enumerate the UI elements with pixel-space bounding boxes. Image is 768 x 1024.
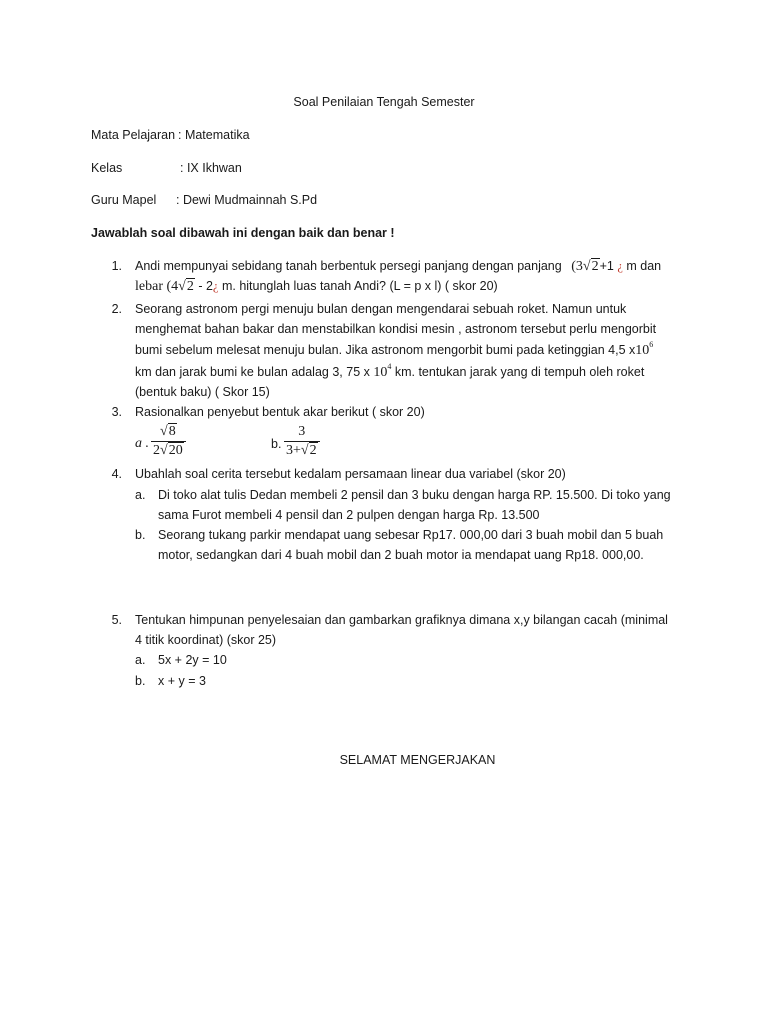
q3-b-fraction — [284, 424, 320, 459]
q3-a-label: a . — [135, 436, 149, 451]
question-5-number: 5. — [111, 613, 122, 627]
power-of-ten: $10^4$ — [373, 362, 392, 380]
class-value: : IX Ikhwan — [180, 161, 242, 175]
document-title: Soal Penilaian Tengah Semester — [293, 95, 475, 109]
question-2-number: 2. — [111, 302, 122, 316]
question-5-line-2: 4 titik koordinat) (skor 25) — [135, 633, 277, 647]
closing-text: SELAMAT MENGERJAKAN — [339, 753, 496, 767]
q4-a-line-2: sama Furot membeli 4 pensil dan 2 pulpen dengan harga Rp. 13.500 — [158, 508, 540, 522]
sqrt-symbol: √2 — [178, 279, 194, 294]
sqrt-symbol: √20 — [160, 443, 183, 458]
question-3-line-1: Rasionalkan penyebut bentuk akar berikut ( skor 20) — [135, 405, 425, 419]
q3-a-fraction — [151, 424, 186, 459]
question-2-line-3: bumi sebelum melesat menuju bulan. Jika astronom mengorbit bumi pada ketinggian 4,5 $x10^6$ — [135, 340, 654, 358]
question-1-line-1: Andi mempunyai sebidang tanah berbentuk persegi panjang dengan panjang (3√2+1 ¿ m dan — [135, 259, 662, 274]
q4-a-line-1: Di toko alat tulis Dedan membeli 2 pensil dan 3 buku dengan harga RP. 15.500. Di toko yang — [158, 488, 671, 502]
sqrt-symbol: √2 — [300, 443, 317, 458]
q5-a-letter: a. — [135, 653, 146, 667]
power-of-ten: $10^6$ — [635, 340, 654, 358]
sqrt-symbol: √2 — [582, 259, 599, 274]
fraction-denominator: 3+√2 — [286, 443, 317, 458]
question-4-line-1: Ubahlah soal cerita tersebut kedalam persamaan linear dua variabel (skor 20) — [135, 467, 566, 481]
question-2-line-1: Seorang astronom pergi menuju bulan dengan mengendarai sebuah roket. Namun untuk — [135, 302, 627, 316]
sqrt-symbol: √8 — [160, 424, 176, 439]
subject-value: : Matematika — [178, 128, 250, 142]
question-2-line-2: menghemat bahan bakar dan menstabilkan kondisi mesin , astronom tersebut perlu mengorbit — [135, 322, 657, 336]
question-1-number: 1. — [111, 259, 122, 273]
fraction-denominator: 2√20 — [153, 443, 183, 458]
subject-label: Mata Pelajaran — [91, 128, 176, 142]
q1-length-expression: (3√2 — [571, 259, 599, 274]
q5-b-letter: b. — [135, 674, 146, 688]
q4-b-letter: b. — [135, 528, 146, 542]
instruction-text: Jawablah soal dibawah ini dengan baik dan benar ! — [91, 226, 395, 240]
question-1-line-2: lebar (4√2 - 2¿ m. hitunglah luas tanah Andi? (L = p x l) ( skor 20) — [135, 279, 498, 294]
q4-b-line-2: motor, sedangkan dari 4 buah mobil dan 2 buah motor ia mendapat uang Rp18. 000,00. — [158, 548, 644, 562]
q4-a-letter: a. — [135, 488, 146, 502]
question-2-line-5: (bentuk baku) ( Skor 15) — [135, 385, 270, 399]
question-2-line-4: km dan jarak bumi ke bulan adalag 3, 75 x $10^4$ km. tentukan jarak yang di tempuh oleh roket — [135, 362, 645, 380]
q5-b-equation: x + y = 3 — [158, 674, 206, 688]
fraction-numerator: 3 — [298, 424, 306, 439]
question-5-line-1: Tentukan himpunan penyelesaian dan gambarkan grafiknya dimana x,y bilangan cacah (minimal — [135, 613, 668, 627]
class-label: Kelas — [91, 161, 123, 175]
q5-a-equation: 5x + 2y = 10 — [158, 653, 227, 667]
q3-b-label: b. — [271, 437, 282, 451]
teacher-value: : Dewi Mudmainnah S.Pd — [176, 193, 318, 207]
q4-b-line-1: Seorang tukang parkir mendapat uang sebesar Rp17. 000,00 dari 3 buah mobil dan 5 buah — [158, 528, 664, 542]
fraction-numerator — [158, 424, 179, 441]
question-4-number: 4. — [111, 467, 122, 481]
teacher-label: Guru Mapel — [91, 193, 157, 207]
q1-text: Andi mempunyai sebidang tanah berbentuk persegi panjang dengan panjang — [135, 259, 562, 273]
question-3-number: 3. — [111, 405, 122, 419]
q1-width-expression: lebar (4√2 — [135, 279, 194, 294]
